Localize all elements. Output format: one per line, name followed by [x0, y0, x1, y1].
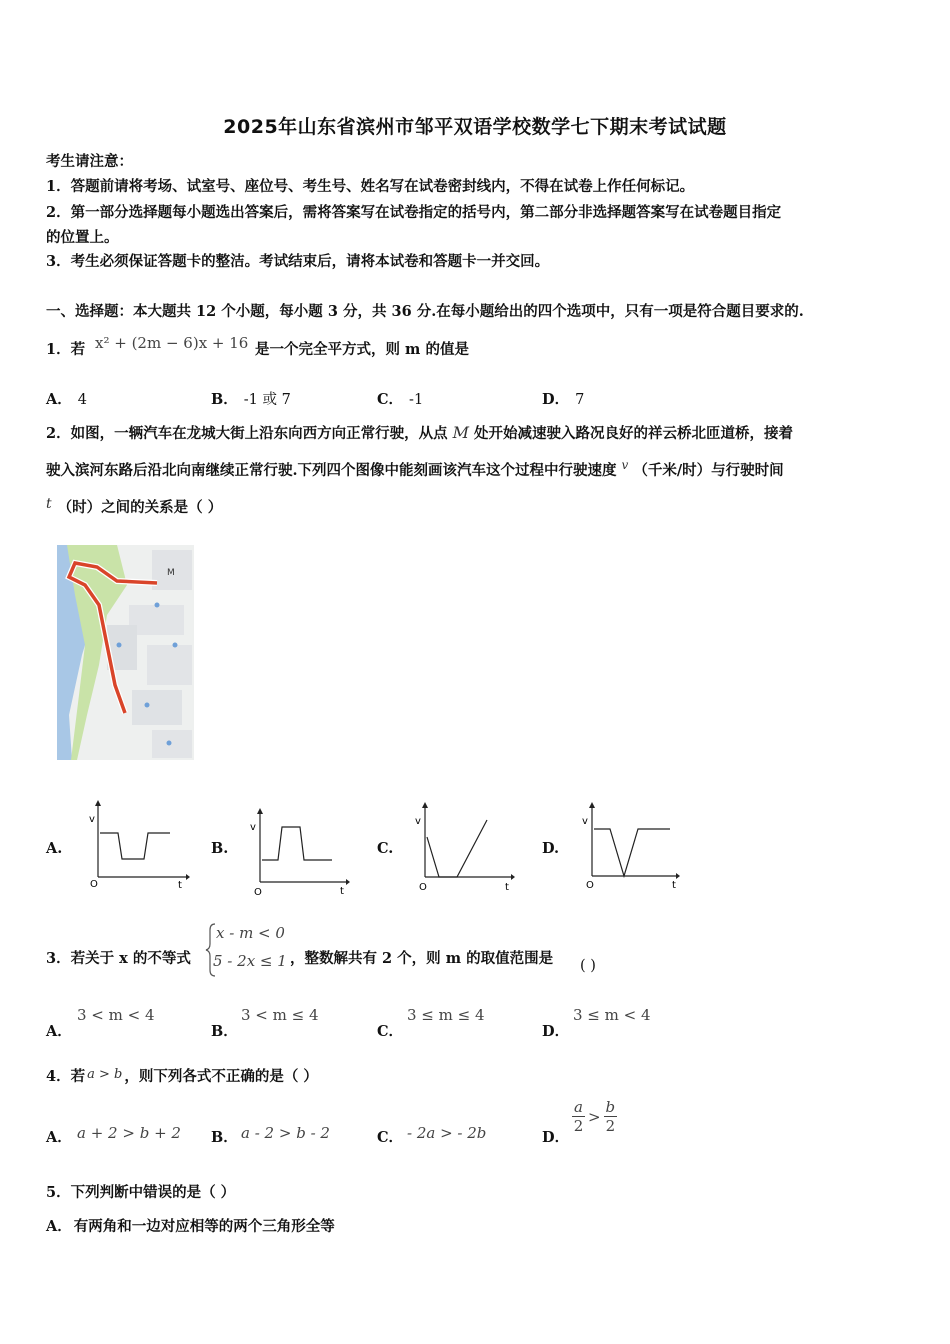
axis-label-v: v [250, 822, 256, 833]
axis-label-v: v [89, 814, 95, 825]
axis-label-o: O [90, 879, 98, 890]
map-pin-icon [167, 741, 172, 746]
axis-label-t: t [505, 882, 509, 892]
q2-stem-line3: t （时）之间的关系是（ ） [46, 496, 223, 516]
q3-stem: ，整数解共有 2 个，则 m 的取值范围是 [290, 950, 554, 967]
map-pin-icon [173, 643, 178, 648]
axis-label-v: v [582, 816, 588, 827]
axis-label-o: O [419, 882, 427, 892]
q4-option-c: - 2a > - 2b [407, 1124, 487, 1142]
q1-number: 1．若 [46, 341, 86, 358]
notice-heading: 考生请注意： [46, 153, 133, 170]
q4-option-d-label: D． [542, 1129, 570, 1146]
q4-option-b-label: B． [211, 1129, 238, 1146]
graph-d-curve [594, 829, 670, 876]
axis-label-o: O [586, 880, 594, 891]
q2-stem-line1: 2．如图，一辆汽车在龙城大街上沿东向西方向正常行驶，从点 M 处开始减速驶入路况良好的祥云桥北匝道桥，接着 [46, 423, 793, 442]
q3-number: 3．若关于 x 的不等式 [46, 950, 191, 967]
q4-option-c-label: C． [377, 1129, 404, 1146]
q1-option-a: A． 4 [46, 391, 87, 408]
q3-option-d: 3 ≤ m < 4 [573, 1006, 651, 1024]
axis-label-o: O [254, 887, 262, 898]
q4-stem: 4．若 a > b ，则下列各式不正确的是（ ） [46, 1067, 318, 1085]
map-pin-icon [155, 603, 160, 608]
graph-a [86, 800, 191, 890]
q3-option-b: 3 < m ≤ 4 [241, 1006, 319, 1024]
q3-option-a: 3 < m < 4 [77, 1006, 155, 1024]
q4-option-a: a + 2 > b + 2 [77, 1124, 181, 1142]
notice-item: 的位置上。 [46, 229, 119, 246]
graph-b-curve [262, 827, 332, 860]
q1-stem: 是一个完全平方式，则 m 的值是 [255, 341, 469, 358]
q2-option-c-label: C. [377, 840, 394, 857]
q1-expression: x² + (2m − 6)x + 16 [95, 334, 249, 352]
axis-label-t: t [672, 880, 676, 891]
graph-c [413, 802, 518, 892]
q1-option-c: C． -1 [377, 391, 424, 408]
graph-d [580, 802, 685, 892]
q1-option-b: B． -1 或 7 [211, 391, 291, 408]
graph-c-curve [427, 820, 487, 877]
fraction-b-over-2: $\frac{b}{2}$ [605, 1098, 616, 1135]
q1-option-d: D． 7 [542, 391, 585, 408]
axis-label-t: t [340, 886, 344, 897]
q3-option-b-label: B． [211, 1023, 238, 1040]
notice-item: 2．第一部分选择题每小题选出答案后，需将答案写在试卷指定的括号内，第二部分非选择题答案写在试卷题目指定 [46, 204, 782, 221]
section-heading: 一、选择题：本大题共 12 个小题，每小题 3 分，共 36 分.在每小题给出的四个选项中，只有一项是符合题目要求的. [46, 303, 804, 320]
q3-option-c: 3 ≤ m ≤ 4 [407, 1006, 485, 1024]
notice-item: 1．答题前请将考场、试室号、座位号、考生号、姓名写在试卷密封线内，不得在试卷上作任何标记。 [46, 178, 695, 195]
axis-label-v: v [415, 816, 421, 827]
q2-option-a-label: A. [46, 840, 63, 857]
graph-b [248, 808, 353, 898]
q3-option-c-label: C． [377, 1023, 404, 1040]
fraction-a-over-2: $\frac{a}{2}$ [573, 1098, 584, 1135]
q3-inequality-1: x - m < 0 [216, 924, 285, 942]
notice-item: 3．考生必须保证答题卡的整洁。考试结束后，请将本试卷和答题卡一并交回。 [46, 253, 550, 270]
map-pin-icon [117, 643, 122, 648]
map-pin-icon [145, 703, 150, 708]
q5-stem: 5．下列判断中错误的是（ ） [46, 1184, 236, 1201]
q2-stem-line2: 驶入滨河东路后沿北向南继续正常行驶.下列四个图像中能刻画该汽车这个过程中行驶速度 $^v$ （千米/时）与行驶时间 [46, 458, 784, 479]
q2-option-b-label: B. [211, 840, 229, 857]
q5-option-a: A． 有两角和一边对应相等的两个三角形全等 [46, 1218, 335, 1235]
graph-a-curve [100, 833, 170, 859]
q4-option-b: a - 2 > b - 2 [241, 1124, 330, 1142]
page-title: 2025年山东省滨州市邹平双语学校数学七下期末考试试题 [223, 116, 727, 138]
q4-option-d: $\frac{a}{2}$ > $\frac{b}{2}$ [573, 1098, 616, 1135]
route-map [57, 545, 194, 760]
q3-option-a-label: A． [46, 1023, 72, 1040]
q3-option-d-label: D． [542, 1023, 570, 1040]
map-point-label: M [167, 568, 175, 578]
q4-option-a-label: A． [46, 1129, 72, 1146]
q3-answer-paren: ( ) [580, 958, 596, 974]
q3-inequality-2: 5 - 2x ≤ 1 [213, 952, 287, 970]
axis-label-t: t [178, 880, 182, 890]
q2-option-d-label: D. [542, 840, 560, 857]
